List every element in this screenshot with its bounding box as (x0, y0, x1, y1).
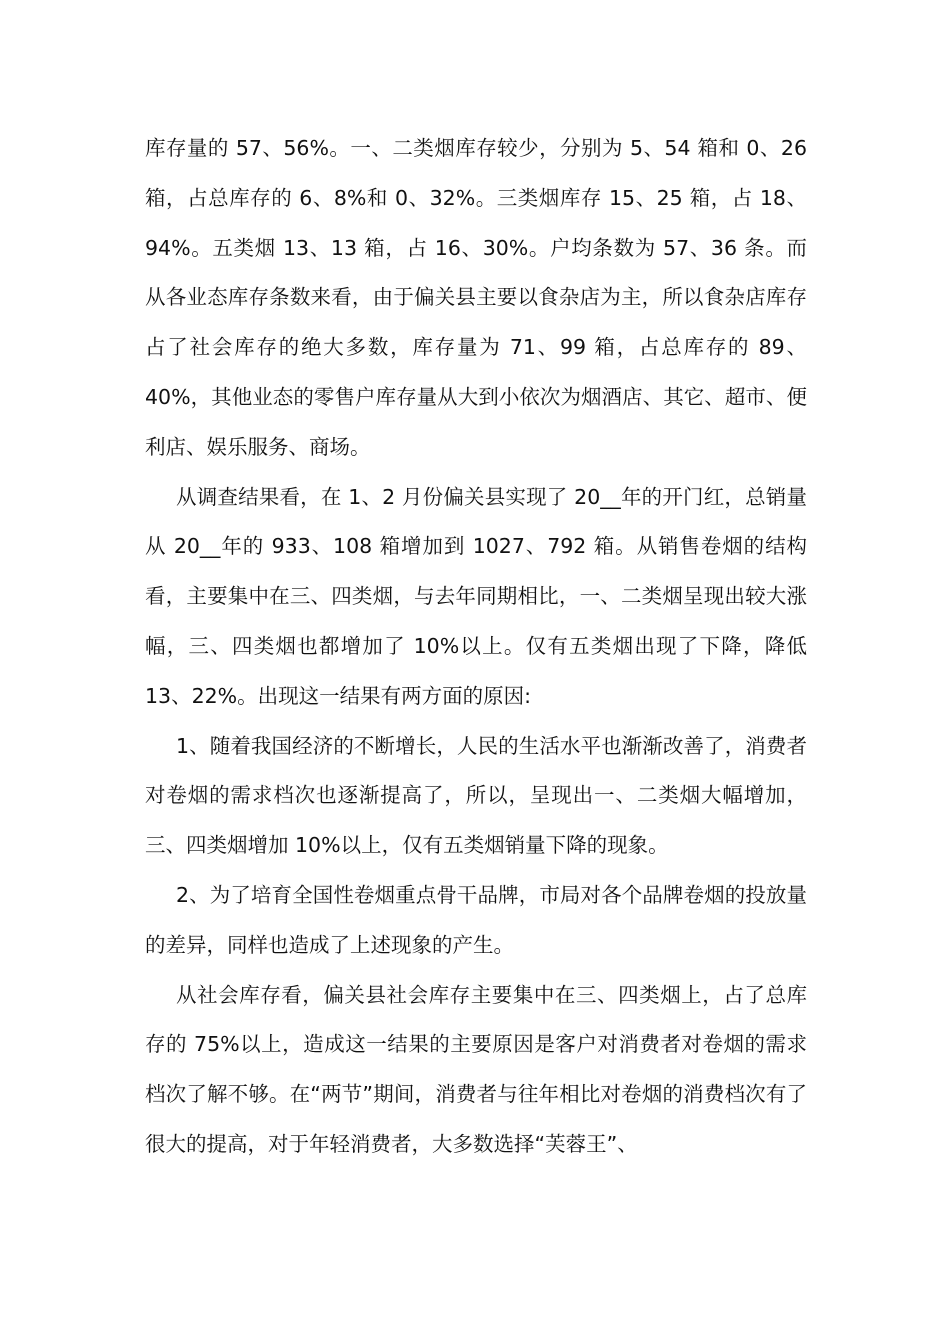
paragraph-social-inventory: 从社会库存看，偏关县社会库存主要集中在三、四类烟上，占了总库存的 75%以上，造成这一结果的主要原因是客户对消费者对卷烟的需求档次了解不够。在“两节”期间，消费者与往年相比对卷烟的消费档次有了很大的提高，对于年轻消费者，大多数选择“芙蓉王”、 (145, 982, 807, 1156)
paragraph-reason-two: 2、为了培育全国性卷烟重点骨干品牌，市局对各个品牌卷烟的投放量的差异，同样也造成了上述现象的产生。 (145, 882, 807, 957)
document-body (145, 124, 807, 1170)
paragraph-survey-results: 从调查结果看，在 1、2 月份偏关县实现了 20__年的开门红，总销量从 20__年的 933、108 箱增加到 1027、792 箱。从销售卷烟的结构看，主要集中在三、四类烟，与去年同期相比，一、二类烟呈现出较大涨幅，三、四类烟也都增加了 10%以上。仅有五类烟出现了下降，降低 13、22%。出现这一结果有两方面的原因: (145, 484, 807, 708)
paragraph-reason-one: 1、随着我国经济的不断增长，人民的生活水平也渐渐改善了，消费者对卷烟的需求档次也逐渐提高了，所以，呈现出一、二类烟大幅增加，三、四类烟增加 10%以上，仅有五类烟销量下降的现象。 (145, 733, 807, 858)
paragraph-inventory-summary: 库存量的 57、56%。一、二类烟库存较少，分别为 5、54 箱和 0、26 箱，占总库存的 6、8%和 0、32%。三类烟库存 15、25 箱，占 18、94%。五类烟 13、13 箱，占 16、30%。户均条数为 57、36 条。而从各业态库存条数来看，由于偏关县主要以食杂店为主，所以食杂店库存占了社会库存的绝大多数，库存量为 71、99 箱，占总库存的 89、40%，其他业态的零售户库存量从大到小依次为烟酒店、其它、超市、便利店、娱乐服务、商场。 (145, 136, 807, 459)
